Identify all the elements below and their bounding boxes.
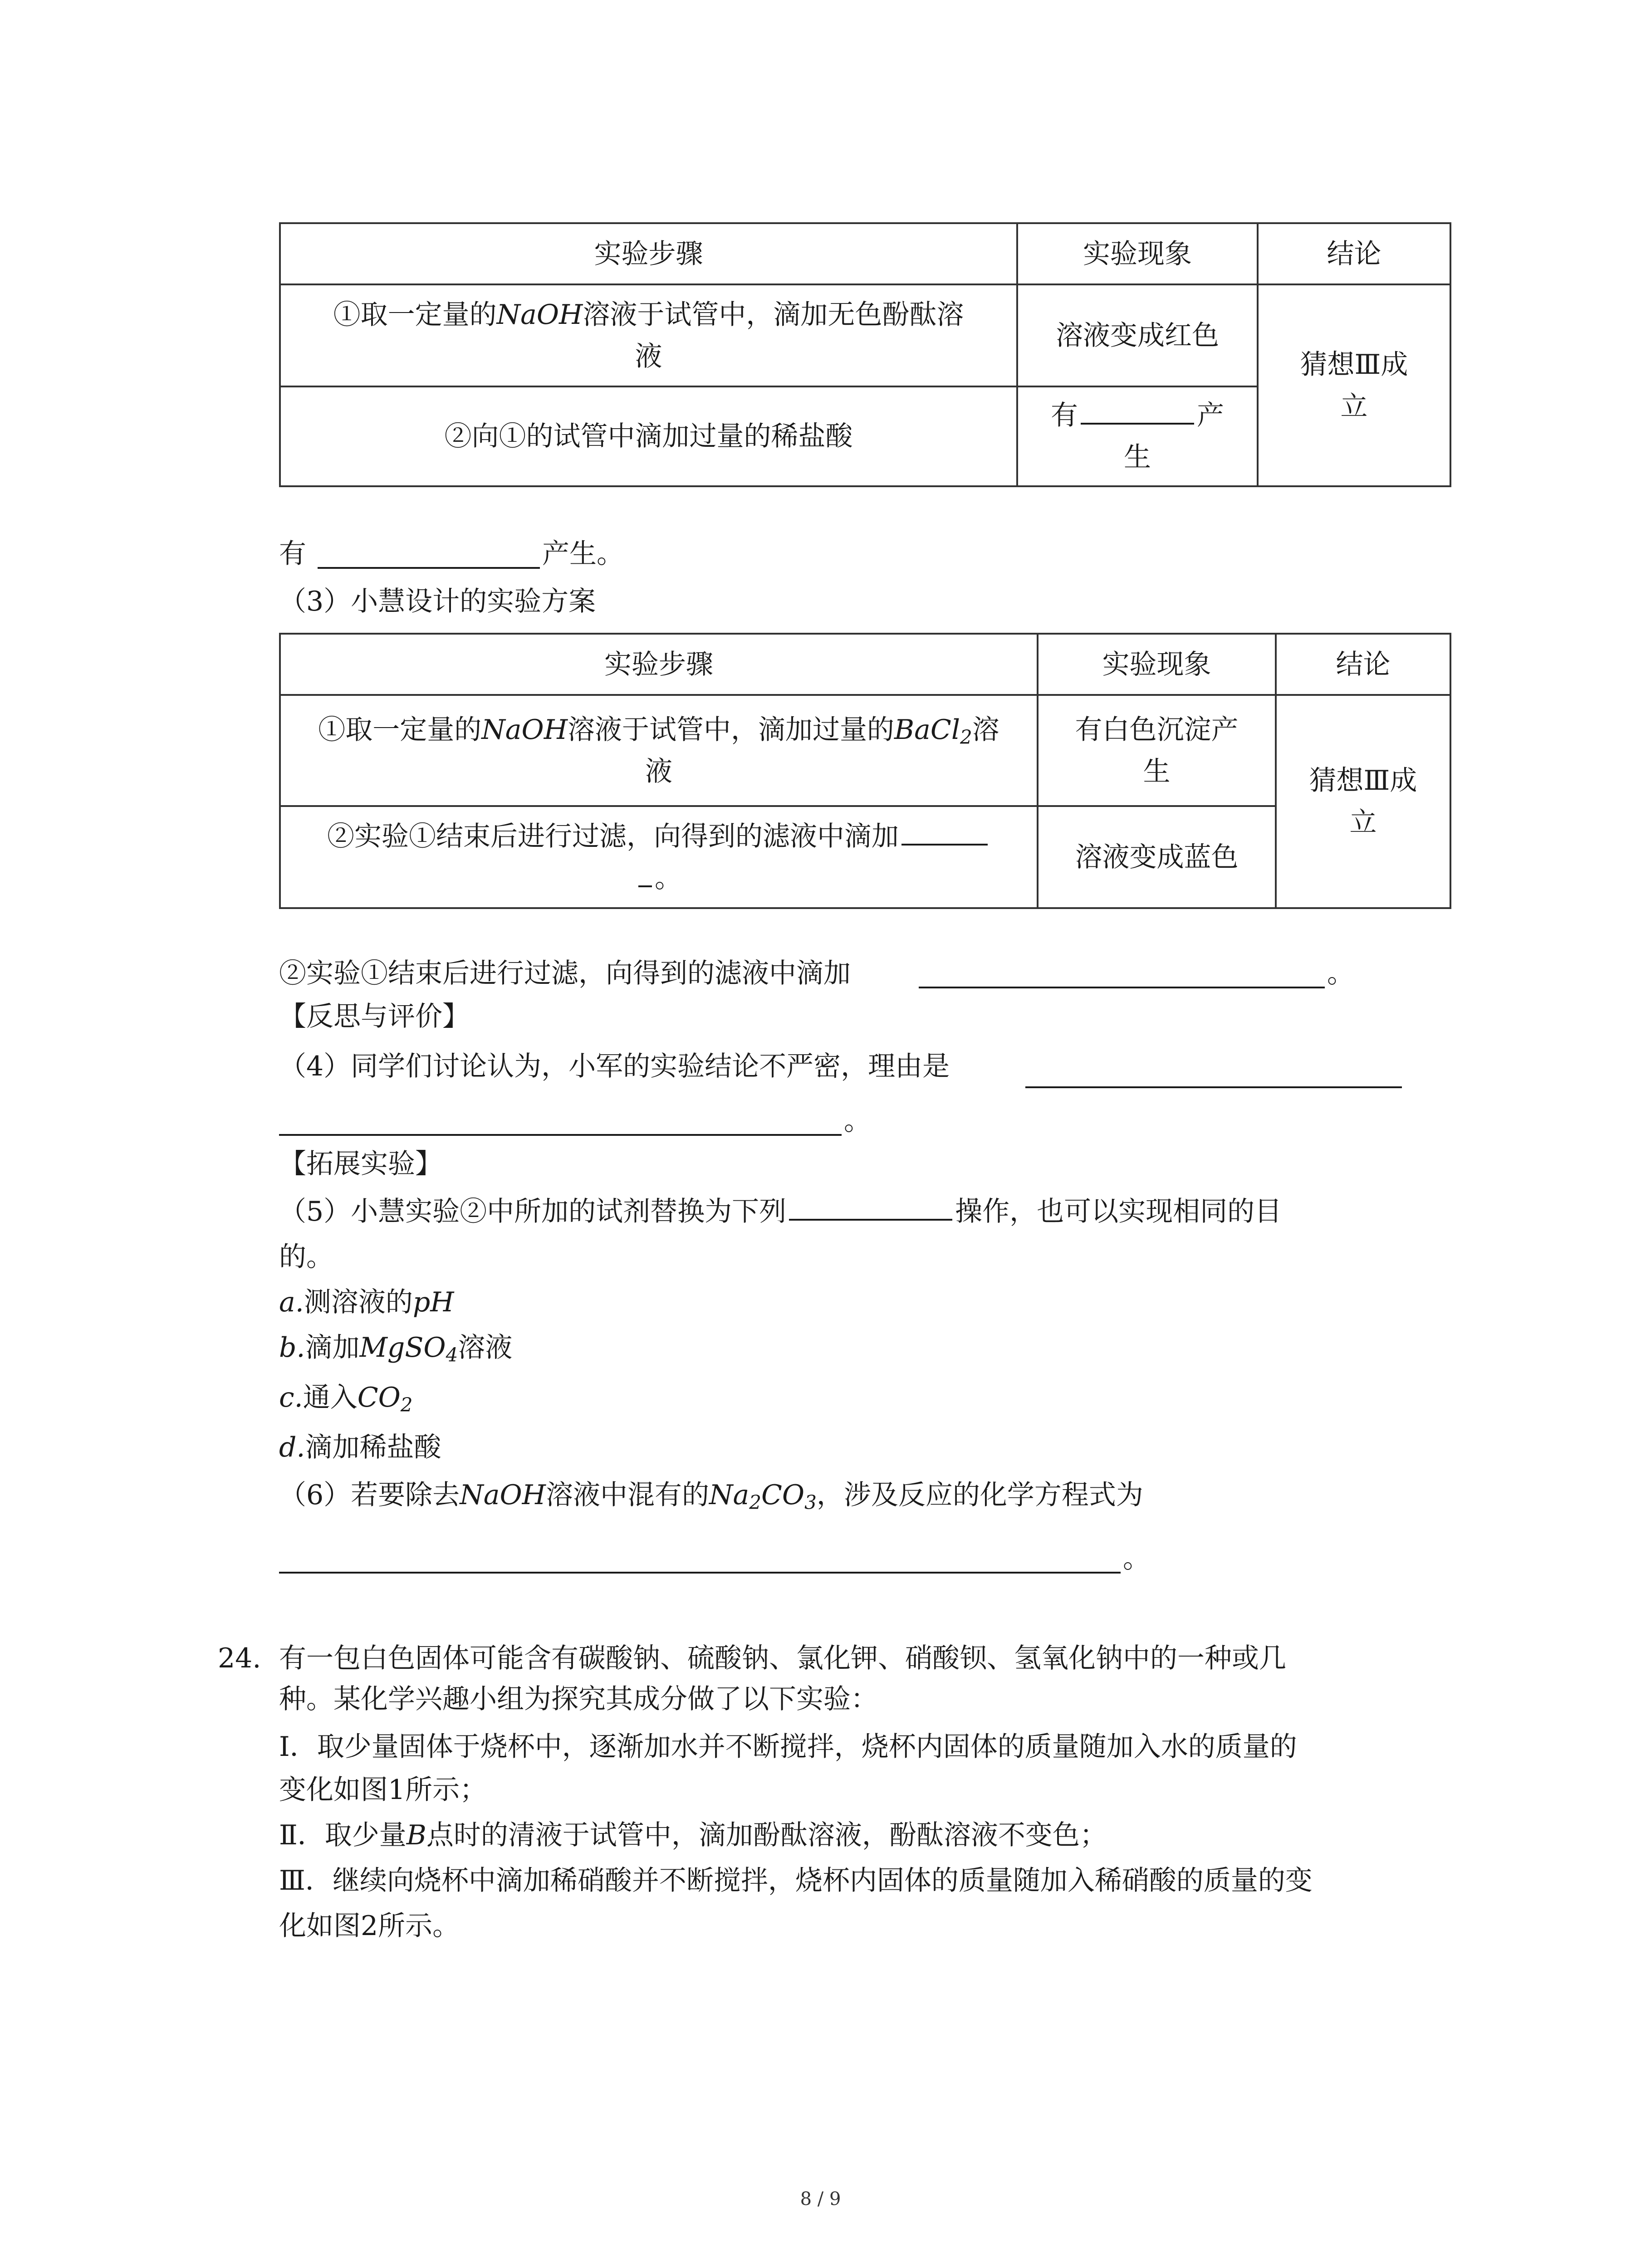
question-24-number: 24. (218, 1642, 261, 1674)
experiment-table-2 (279, 633, 1451, 909)
step-cell: ②向①的试管中滴加过量的稀盐酸 (280, 386, 1017, 486)
step-cell: ②实验①结束后进行过滤，向得到的滤液中滴加 。 (280, 806, 1038, 908)
table-row (280, 806, 1450, 908)
phenomenon-cell: 溶液变成红色 (1017, 284, 1258, 386)
table-header-row (280, 223, 1450, 284)
answer-blank[interactable] (1081, 396, 1194, 425)
step-cell: ①取一定量的NaOH溶液于试管中，滴加过量的BaCl$_2$溶 液 (280, 695, 1038, 806)
question-4-suffix: 。 (844, 1105, 871, 1137)
table-row (280, 284, 1450, 386)
question-24-step-2: Ⅱ．取少量B点时的清液于试管中，滴加酚酞溶液，酚酞溶液不变色； (279, 1819, 1107, 1851)
answer-line: 有 (279, 538, 306, 570)
header-phenomenon: 实验现象 (1038, 634, 1276, 695)
question-24-step-3-cont: 化如图2所示。 (279, 1910, 460, 1942)
header-steps: 实验步骤 (280, 634, 1038, 695)
answer-blank-continued[interactable] (279, 1134, 842, 1136)
table-row (280, 695, 1450, 806)
header-phenomenon: 实验现象 (1017, 223, 1258, 284)
question-5-continued: 的。 (279, 1241, 333, 1273)
option-a: a.测溶液的pH (279, 1286, 454, 1318)
answer-blank[interactable] (901, 816, 988, 846)
option-c: c.通入$CO_2$ (279, 1382, 413, 1416)
step-cell: ①取一定量的NaOH溶液于试管中，滴加无色酚酞溶 液 (280, 284, 1017, 386)
phenomenon-cell: 有白色沉淀产 生 (1038, 695, 1276, 806)
question-5: （5）小慧实验②中所加的试剂替换为下列 操作，也可以实现相同的目 (279, 1191, 1282, 1232)
question-6-suffix: 。 (1123, 1543, 1150, 1574)
header-steps: 实验步骤 (280, 223, 1017, 284)
answer-blank[interactable] (318, 567, 540, 569)
question-24-line: 种。某化学兴趣小组为探究其成分做了以下实验： (279, 1683, 878, 1715)
question-24-line: 有一包白色固体可能含有碳酸钠、硫酸钠、氯化钾、硝酸钡、氢氧化钠中的一种或几 (279, 1642, 1286, 1674)
answer-line-suffix: 。 (1327, 958, 1354, 989)
option-d: d.滴加稀盐酸 (279, 1432, 441, 1463)
question-24-step-3: Ⅲ．继续向烧杯中滴加稀硝酸并不断搅拌，烧杯内固体的质量随加入稀硝酸的质量的变 (279, 1865, 1313, 1897)
phenomenon-cell: 有 产 生 (1017, 386, 1258, 486)
answer-line-suffix: 产生。 (542, 538, 624, 570)
phenomenon-cell: 溶液变成蓝色 (1038, 806, 1276, 908)
answer-blank[interactable] (919, 987, 1325, 988)
question-4: （4）同学们讨论认为，小军的实验结论不严密，理由是 (279, 1051, 950, 1082)
question-6: （6）若要除去NaOH溶液中混有的$Na_2CO_3$，涉及反应的化学方程式为 (279, 1479, 1143, 1514)
answer-blank[interactable] (279, 1572, 1121, 1574)
table-header-row (280, 634, 1450, 695)
answer-blank-continued[interactable] (638, 858, 652, 887)
answer-blank[interactable] (789, 1192, 952, 1221)
answer-blank[interactable] (1025, 1086, 1402, 1088)
header-conclusion: 结论 (1276, 634, 1450, 695)
option-b: b.滴加MgSO$_4$溶液 (279, 1332, 513, 1366)
reflection-heading: 【反思与评价】 (279, 1001, 470, 1032)
answer-line: ②实验①结束后进行过滤，向得到的滤液中滴加 (279, 958, 851, 989)
question-24-step-1-cont: 变化如图1所示； (279, 1774, 487, 1806)
extension-heading: 【拓展实验】 (279, 1148, 442, 1180)
experiment-table-1 (279, 222, 1451, 487)
conclusion-cell: 猜想Ⅲ成 立 (1276, 695, 1450, 908)
question-3-intro: （3）小慧设计的实验方案 (279, 586, 596, 617)
header-conclusion: 结论 (1258, 223, 1450, 284)
conclusion-cell: 猜想Ⅲ成 立 (1258, 284, 1450, 486)
question-24-step-1: Ⅰ．取少量固体于烧杯中，逐渐加水并不断搅拌，烧杯内固体的质量随加入水的质量的 (279, 1731, 1297, 1763)
page-number: 8 / 9 (800, 2189, 841, 2209)
